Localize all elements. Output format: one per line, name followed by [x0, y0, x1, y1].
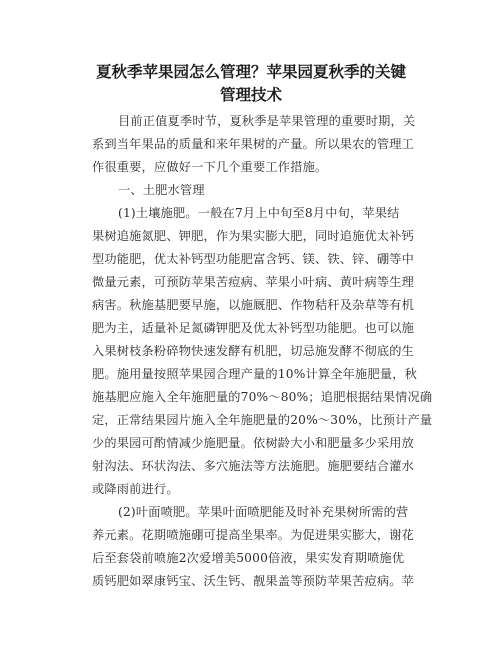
paragraph-line: 射沟法、环状沟法、多穴施法等方法施肥。施肥要结合灌水 [92, 459, 415, 473]
document-title-line-2: 管理技术 [219, 86, 282, 104]
paragraph-line: 定，正常结果园片施入全年施肥量的20%～30%，比预计产量 [92, 413, 433, 427]
paragraph-line: 目前正值夏季时节，夏秋季是苹果管理的重要时期，关 [118, 114, 416, 128]
paragraph-line: 少的果园可酌情减少施肥量。依树龄大小和肥量多少采用放 [92, 436, 415, 450]
paragraph-line: 果树追施氮肥、钾肥，作为果实膨大肥，同时追施优太补钙 [92, 229, 415, 243]
paragraph-line: 系到当年果品的质量和来年果树的产量。所以果农的管理工 [92, 137, 415, 151]
paragraph-line: 施基肥应施入全年施肥量的70%～80%；追肥根据结果情况确 [92, 390, 433, 404]
paragraph-line: 或降雨前进行。 [92, 482, 179, 496]
paragraph-line: 病害。秋施基肥要早施，以施厩肥、作物秸秆及杂草等有机 [92, 298, 415, 312]
document-title-line-1: 夏秋季苹果园怎么管理？苹果园夏秋季的关键 [95, 63, 406, 81]
paragraph-line: (1)土壤施肥。一般在7月上中旬至8月中旬，苹果结 [118, 206, 400, 220]
paragraph-line: 入果树枝条粉碎物快速发酵有机肥，切忌施发酵不彻底的生 [92, 344, 415, 358]
paragraph-line: 后至套袋前喷施2次爱增美5000倍液，果实发育期喷施优 [92, 551, 405, 565]
paragraph-line: 型功能肥，优太补钙型功能肥富含钙、镁、铁、锌、硼等中 [92, 252, 415, 266]
paragraph-line: (2)叶面喷肥。苹果叶面喷肥能及时补充果树所需的营 [118, 505, 409, 519]
paragraph-line: 微量元素，可预防苹果苦痘病、苹果小叶病、黄叶病等生理 [92, 275, 415, 289]
paragraph-line: 养元素。花期喷施硼可提高坐果率。为促进果实膨大，谢花 [92, 528, 415, 542]
paragraph-line: 作很重要，应做好一下几个重要工作措施。 [92, 160, 328, 174]
section-heading: 一、土肥水管理 [118, 183, 205, 197]
paragraph-line: 质钙肥如翠康钙宝、沃生钙、靓果盖等预防苹果苦痘病。苹 [92, 574, 415, 588]
paragraph-line: 肥。施用量按照苹果园合理产量的10%计算全年施肥量，秋 [92, 367, 417, 381]
paragraph-line: 肥为主，适量补足氮磷钾肥及优太补钙型功能肥。也可以施 [92, 321, 415, 335]
